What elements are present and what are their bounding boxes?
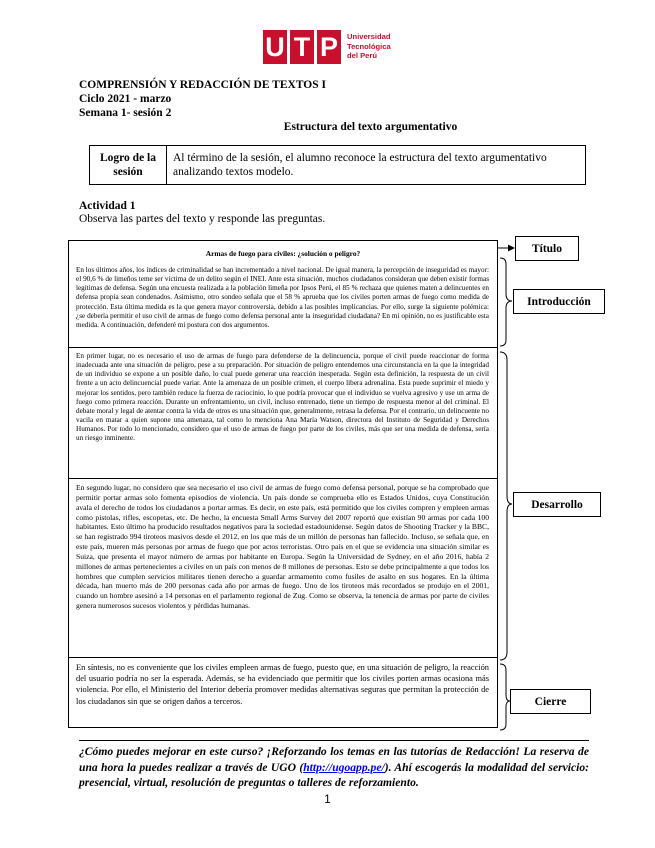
label-cierre: Cierre	[510, 689, 591, 714]
logo-name-line-3: del Perú	[347, 51, 377, 60]
development-paragraph-2: En segundo lugar, no considero que sea necesario el uso civil de armas de fuego como defensa personal, porque se ha comprobado que permitir portar armas solo fomenta episodios de violencia. Un país donde se comprueba ello es Estados Unidos, cuya Constitución avala el derecho de todos los ciudadanos a portar armas. Es decir, en este país, está permitido que los civiles compren y empleen armas como pistolas, rifles, escopetas, etc. De hecho, la encuesta Small Arms Survey del 2007 reportó que existían 90 armas por cada 100 habitantes. Esto último ha producido resultados negativos para la sociedad estadounidense. Según datos de Shooting Tracker y la BBC, se han registrado 994 tiroteos masivos desde el 2012, en los que más de un millón de personas han fallecido. Incluso, se señala que, en este país, mueren más personas por armas de fuego que por actos terroristas. Otro país en el que se evidencia una situación similar es Suiza, que presenta el mayor número de armas por habitante en Europa. Según la Universidad de Sydney, en el año 2016, había 2 millones de armas pertenecientes a civiles en un país con menos de 8 millones de personas. Esto se debe principalmente a que todos los hombres que cumplen servicios militares tienen derecho a guardar armamento como fusiles de asalto en sus hogares. En la última década, han muerto más de 200 personas cada año por armas de fuego. Uno de los tiroteos más recordados se produjo en el 2001, cuando un hombre asesinó a 14 personas en el parlamento regional de Zug. Como se observa, la tenencia de armas por parte de civiles genera numerosos sucesos violentos y pérdidas humanas.	[76, 483, 489, 611]
development-paragraph-1: En primer lugar, no es necesario el uso de armas de fuego para defenderse de la delincuencia, porque el civil puede reaccionar de forma inadecuada ante una situación de peligro, pese a su preparación. Por situación de peligro entendemos una circunstancia en la que la integridad de un individuo se expone a un posible daño, lo cual puede generar una reacción inesperada. Según esta definición, la respuesta de un civil frente a un acto delincuencial puede variar. Ante la amenaza de un posible crimen, el cuerpo libera adrenalina. Esta puede suprimir el miedo y mejorar los sentidos, pero también reduce la fuerza de raciocinio, lo que podría provocar que el individuo se vuelva agresivo y use un arma de fuego como primera reacción. Durante un enfrentamiento, un civil, incluso entrenado, tiene un tiempo de respuesta menor al del criminal. El debate moral y legal de atentar contra la vida de otros es una situación que, generalmente, retrasa la defensa. Por el contrario, un delincuente no vacila en matar a quien supone una amenaza, tal como lo menciona Ana María Watson, directora del Instituto de Seguridad y Derechos Humanos. Por todo lo mencionado, considero que el uso de armas de fuego por parte de los civiles, más que ser una medida de defensa, sería un riesgo inminente.	[76, 352, 489, 443]
logo-letter-t: T	[290, 30, 314, 64]
logo-letter-p: P	[317, 30, 341, 64]
logo-name-line-1: Universidad	[347, 32, 391, 41]
development-bracket	[500, 352, 512, 660]
label-introduccion: Introducción	[513, 289, 605, 314]
footer-note	[79, 744, 589, 791]
label-titulo: Título	[515, 236, 579, 261]
session-goal-table	[89, 145, 586, 185]
section-divider	[69, 347, 497, 348]
session-goal-label: Logro de la sesión	[90, 146, 167, 184]
introduction-bracket	[500, 258, 512, 346]
cycle-label: Ciclo 2021 - marzo	[79, 93, 172, 105]
page-number: 1	[324, 794, 331, 806]
logo-letter-u: U	[263, 30, 287, 64]
ugo-link[interactable]: http://ugoapp.pe/	[303, 760, 385, 774]
article-title: Armas de fuego para civiles: ¿solución o peligro?	[205, 249, 361, 258]
footer-text-after: ). Ahí escogerás la modalidad del servicio: presencial, virtual, resolución de preguntas o talleres de reforzamiento.	[79, 760, 589, 790]
closing-paragraph: En síntesis, no es conveniente que los civiles empleen armas de fuego, puesto que, en una situación de peligro, la reacción del usuario podría no ser la esperada. Además, se ha evidenciado que permitir que los civiles porten armas ocasiona más violencia. Por ello, el Ministerio del Interior debería promover medidas alternativas seguras que permitan la protección de los ciudadanos sin que se origen daños a terceros.	[76, 663, 489, 706]
section-divider	[69, 478, 497, 479]
session-goal-text: Al término de la sesión, el alumno reconoce la estructura del texto argumentativo analizando textos modelo.	[173, 152, 547, 178]
activity-instruction: Observa las partes del texto y responde las preguntas.	[79, 213, 326, 225]
introduction-paragraph: En los últimos años, los índices de criminalidad se han incrementado a nivel nacional. De igual manera, la percepción de inseguridad es mayor: el 90,6 % de limeños teme ser víctima de un delito según el INEI. Ante esta situación, muchos ciudadanos consideran que deben existir formas legítimas de defensa. Según una encuesta realizada a la población limeña por Ipsos Perú, el 85 % rechaza que quienes maten a delincuentes en defensa propia sean condenados. Asimismo, otro sondeo señala que el 58 % aprueba que los civiles porten armas de fuego como medida de protección. Esta última medida es la que genera mayor controversia, debido a las posibles implicancias. Por ello, surge la siguiente polémica: ¿se debería permitir el uso civil de armas de fuego como defensa personal ante la inseguridad ciudadana? En mi opinión, no es justificable esta medida. A continuación, defenderé mi postura con dos argumentos.	[76, 266, 489, 329]
footer-text-before: ¿Cómo puedes mejorar en este curso? ¡Reforzando los temas en las tutorías de Redacción! La reserva de una hora la puedes realizar a través de UGO (	[79, 745, 589, 774]
logo-university-name	[347, 32, 407, 61]
logo-name-line-2: Tecnológica	[347, 41, 391, 51]
section-divider	[69, 657, 497, 658]
course-title: COMPRENSIÓN Y REDACCIÓN DE TEXTOS I	[79, 79, 326, 91]
label-desarrollo: Desarrollo	[513, 492, 601, 517]
closing-bracket	[500, 664, 510, 730]
week-label: Semana 1- sesión 2	[79, 107, 172, 119]
title-arrow-head	[508, 245, 515, 252]
footer-rule	[79, 740, 589, 741]
utp-logo	[263, 30, 391, 64]
activity-title: Actividad 1	[79, 200, 136, 212]
argumentative-text-frame	[68, 240, 498, 728]
document-title: Estructura del texto argumentativo	[283, 121, 458, 133]
